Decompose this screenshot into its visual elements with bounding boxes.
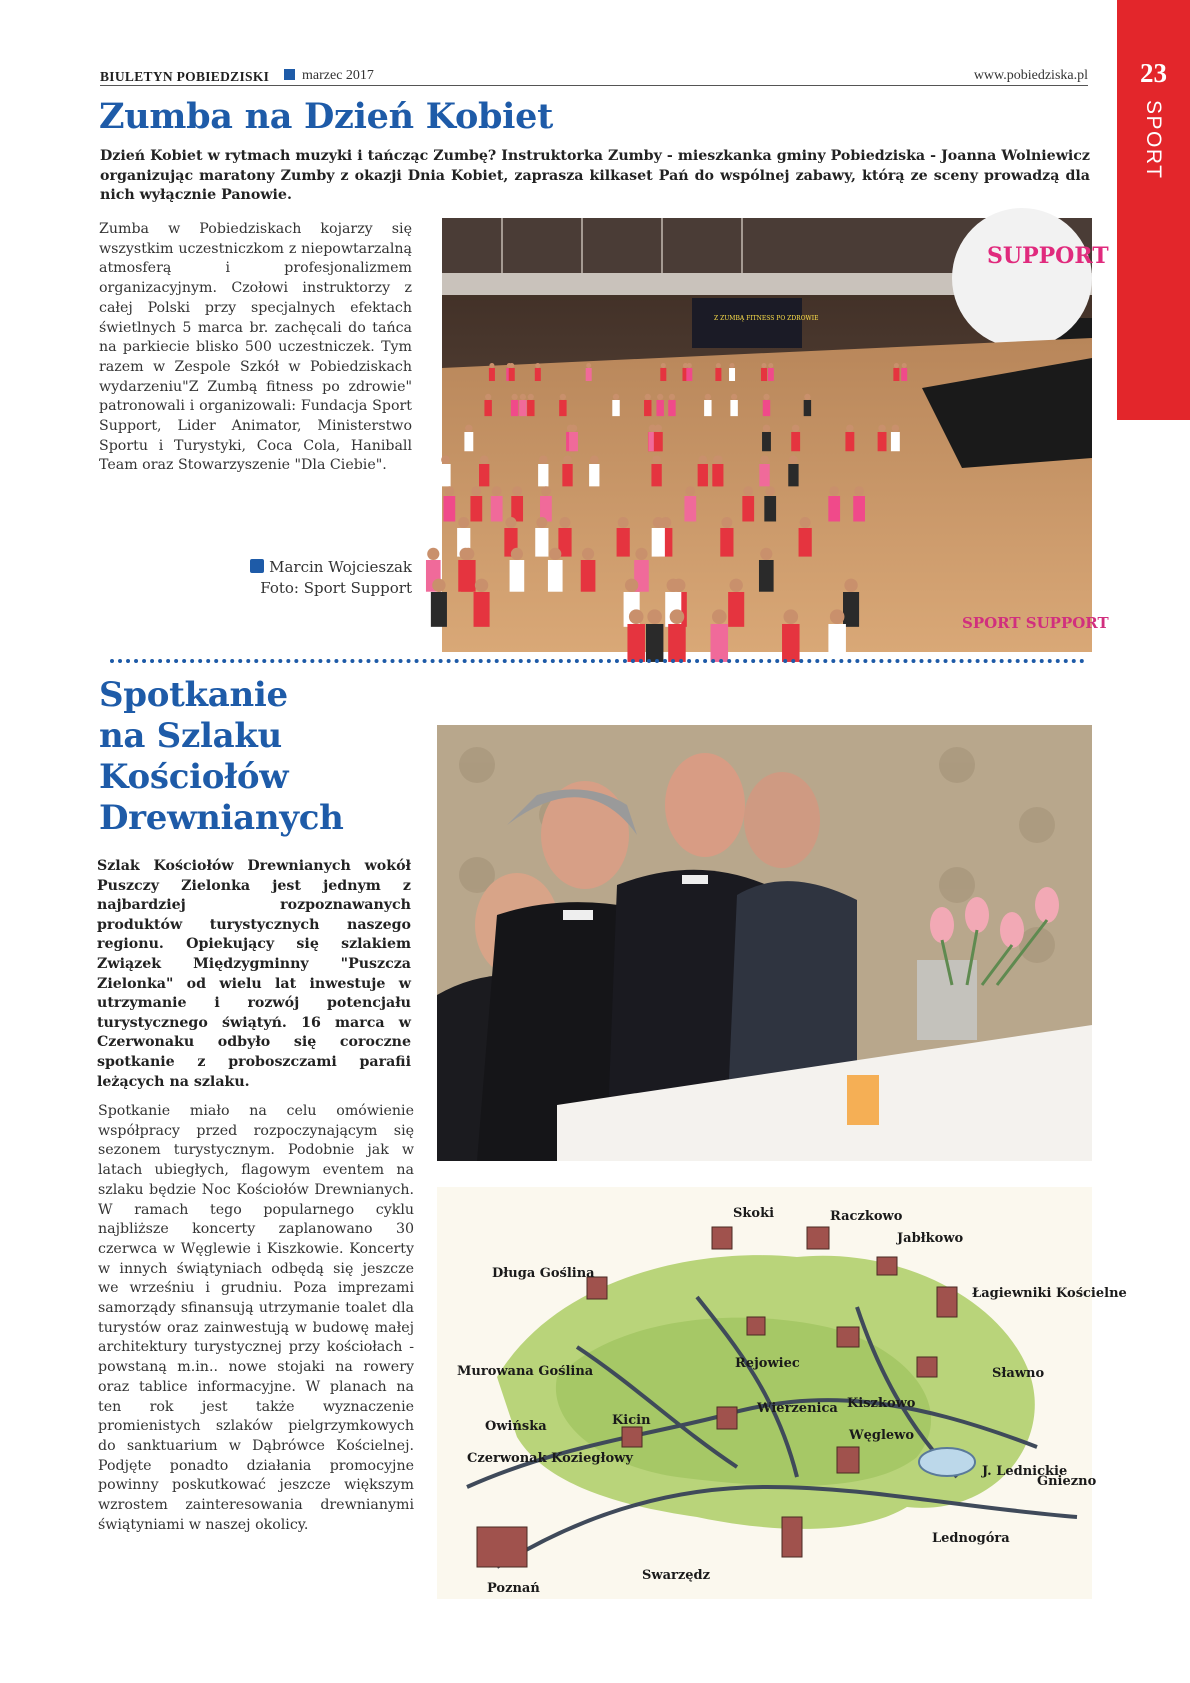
section-label-box xyxy=(1125,100,1181,200)
article2-title-line: Kościołów xyxy=(99,757,289,797)
map-label: J. Lednickie xyxy=(982,1464,1068,1479)
map-label: Kiszkowo xyxy=(847,1396,916,1411)
article1-credit xyxy=(230,557,412,599)
map-label: Czerwonak Koziegłowy xyxy=(467,1451,633,1466)
wooden-churches-trail-map xyxy=(437,1187,1127,1599)
map-label: Wierzenica xyxy=(757,1401,838,1416)
map-label: Swarzędz xyxy=(642,1568,710,1583)
article1-body: Zumba w Pobiedziskach kojarzy się wszystkim uczestniczkom z niepowtarzalną atmosferą i profesjonalizmem organizacyjnym. Czołowi instruktorzy z całej Polski przy specjalnych efektach świetlnych 5 marca br. zachęcali do tańca na parkiecie blisko 500 uczestniczek. Tym razem w Zespole Szkół w Pobiedziskach wydarzeniu"Z Zumbą fitness po zdrowie" patronowali i organizowali: Fundacja Sport Support, Lider Animator, Ministerstwo Sportu i Turystyki, Coca Cola, Haniball Team oraz Stowarzyszenie "Dla Ciebie". xyxy=(99,221,412,474)
map-label: Jabłkowo xyxy=(897,1231,964,1246)
article2-title-line: Spotkanie xyxy=(99,675,288,715)
zumba-event-photo xyxy=(442,218,1109,652)
map-label: Owińska xyxy=(485,1419,547,1434)
article1-title: Zumba na Dzień Kobiet xyxy=(99,96,553,137)
map-label: Raczkowo xyxy=(830,1209,903,1224)
publication-name: BIULETYN POBIEDZISKI xyxy=(100,69,270,84)
header-rule xyxy=(100,85,1088,86)
balloon-text: SUPPORT xyxy=(987,243,1109,269)
photo-watermark: SPORT SUPPORT xyxy=(962,614,1109,632)
screen-text: Z ZUMBĄ FITNESS PO ZDROWIE xyxy=(714,315,819,322)
map-label: Poznań xyxy=(487,1581,540,1596)
map-label: Kicin xyxy=(612,1413,651,1428)
issue-date: marzec 2017 xyxy=(302,68,374,83)
map-label: Łagiewniki Kościelne xyxy=(972,1286,1127,1301)
author-square-icon xyxy=(250,559,264,573)
article2-body: Spotkanie miało na celu omówienie współpracy przed rozpoczynającym się sezonem turystycznym. Podobnie jak w latach ubiegłych, flagowym eventem na szlaku będzie Noc Kościołów Drewnianych. W ramach tego popularnego cyklu najbliższe koncerty zaplanowano 30 czerwca w Węglewie i Kiszkowie. Koncerty w innych świątyniach odbędą się jeszcze we wrześniu i grudniu. Poza imprezami samorządy sfinansują utrzymanie toalet dla turystów oraz zainwestują w budowę małej architektury turystycznej przy kościołach - powstaną m.in.. nowe stojaki na rowery oraz tablice informacyjne. W planach na ten rok jest także wyznaczenie promienistych szlaków pielgrzymkowych do sanktuarium w Dąbrówce Kościelnej. Podjęte ponadto działania promocyjne powinny poskutkować jeszcze większym wzrostem zainteresowania drewnianymi świątyniami w naszej okolicy. xyxy=(98,1103,414,1533)
article2-title-line: na Szlaku xyxy=(99,716,282,756)
article1-lead: Dzień Kobiet w rytmach muzyki i tańcząc Zumbę? Instruktorka Zumby - mieszkanka gminy Pobiedziska - Joanna Wolniewicz organizując maratony Zumby z okazji Dnia Kobiet, zaprasza kilkaset Pań do wspólnej zabawy, którą ze sceny prowadzą dla nich wyłącznie Panowie. xyxy=(100,148,1090,203)
map-label: Skoki xyxy=(733,1206,775,1221)
author-name: Marcin Wojcieszak xyxy=(269,558,412,576)
header-square-icon xyxy=(284,69,295,80)
map-label: Murowana Goślina xyxy=(457,1364,594,1379)
map-label: Gniezno xyxy=(1037,1474,1097,1489)
map-label: Lednogóra xyxy=(932,1531,1010,1546)
priests-meeting-photo xyxy=(437,725,1092,1161)
map-label: Sławno xyxy=(992,1366,1045,1381)
page-number: 23 xyxy=(1140,58,1167,88)
map-label: Długa Goślina xyxy=(492,1266,595,1281)
website-link[interactable]: www.pobiedziska.pl xyxy=(973,68,1088,83)
section-label: SPORT xyxy=(1142,100,1165,180)
article2-lead: Szlak Kościołów Drewnianych wokół Puszczy Zielonka jest jednym z najbardziej rozpoznawanych produktów turystycznych naszego regionu. Opiekujący się szlakiem Związek Międzygminny "Puszcza Zielonka" od wielu lat inwestuje w utrzymanie i rozwój potencjału turystycznego świątyń. 16 marca w Czerwonaku odbyło się coroczne spotkanie z proboszczami parafii leżących na szlaku. xyxy=(97,858,411,1090)
photo-credit: Foto: Sport Support xyxy=(260,579,412,597)
section-divider xyxy=(110,659,1085,663)
map-label: Węglewo xyxy=(849,1428,915,1443)
article2-title-line: Drewnianych xyxy=(99,798,344,838)
map-label: Rejowiec xyxy=(735,1356,800,1371)
article2-title xyxy=(99,675,429,839)
